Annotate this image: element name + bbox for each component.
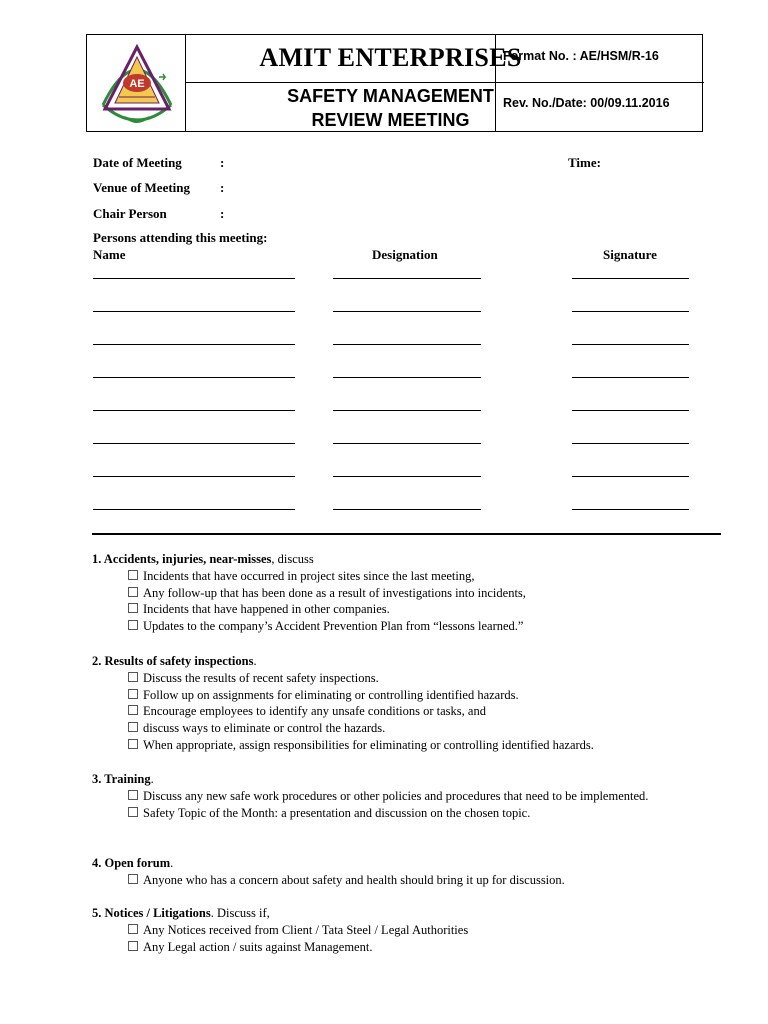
list-item: [128, 939, 732, 956]
signature-line[interactable]: [572, 377, 689, 378]
list-item-text: Any Legal action / suits against Management.: [143, 939, 373, 954]
document-title-line: SAFETY MANAGEMENT: [287, 86, 494, 106]
agenda-section: [92, 771, 732, 821]
time-label: Time:: [568, 155, 601, 170]
date-of-meeting-label: Date of Meeting: [93, 155, 182, 170]
checkbox-icon: [128, 689, 138, 699]
list-item: [128, 601, 732, 618]
signature-line[interactable]: [572, 410, 689, 411]
designation-line[interactable]: [333, 509, 481, 510]
list-item-text: Discuss any new safe work procedures or other policies and procedures that need to be implemented.: [143, 788, 649, 803]
checkbox-icon: [128, 620, 138, 630]
section-items: [128, 568, 732, 635]
column-header-name: Name: [93, 247, 126, 262]
checkbox-icon: [128, 722, 138, 732]
agenda-section: [92, 653, 732, 754]
document-header: [86, 34, 703, 132]
column-header-designation: Designation: [372, 247, 438, 262]
name-line[interactable]: [93, 476, 295, 477]
list-item-text: Follow up on assignments for eliminating or controlling identified hazards.: [143, 687, 519, 702]
checkbox-icon: [128, 874, 138, 884]
section-heading: [92, 653, 732, 670]
company-name: AMIT ENTERPRISES: [259, 43, 522, 72]
agenda-section: [92, 905, 732, 955]
persons-attending-label: Persons attending this meeting:: [93, 230, 268, 245]
section-title: 3. Training: [92, 772, 151, 786]
name-line[interactable]: [93, 344, 295, 345]
agenda-section: [92, 551, 732, 635]
list-item-text: Any follow-up that has been done as a result of investigations into incidents,: [143, 585, 526, 600]
checkbox-icon: [128, 941, 138, 951]
name-line[interactable]: [93, 377, 295, 378]
list-item-text: Encourage employees to identify any unsafe conditions or tasks, and: [143, 704, 486, 719]
section-items: [128, 872, 732, 889]
list-item-text: When appropriate, assign responsibilities for eliminating or controlling identified hazards.: [143, 737, 594, 752]
agenda-section: [92, 855, 732, 889]
checkbox-icon: [128, 924, 138, 934]
section-items: [128, 788, 732, 822]
section-title: 4. Open forum: [92, 856, 171, 870]
list-item-text: Safety Topic of the Month: a presentation and discussion on the chosen topic.: [143, 805, 531, 820]
format-number: Format No. : AE/HSM/R-16: [503, 49, 659, 63]
list-item-text: Any Notices received from Client / Tata Steel / Legal Authorities: [143, 922, 469, 937]
name-line[interactable]: [93, 509, 295, 510]
list-item: [128, 737, 688, 754]
document-title-line: REVIEW MEETING: [311, 110, 470, 130]
signature-line[interactable]: [572, 344, 689, 345]
list-item: [128, 788, 688, 805]
designation-line[interactable]: [333, 377, 481, 378]
list-item: [128, 703, 732, 720]
section-title: 2. Results of safety inspections: [92, 654, 254, 668]
section-title-suffix: .: [170, 856, 174, 870]
section-title-suffix: .: [253, 654, 257, 668]
revision-date: Rev. No./Date: 00/09.11.2016: [503, 96, 670, 110]
checkbox-icon: [128, 587, 138, 597]
name-line[interactable]: [93, 410, 295, 411]
list-item-text: Incidents that have happened in other companies.: [143, 602, 390, 617]
name-line[interactable]: [93, 443, 295, 444]
field-colon: :: [220, 155, 225, 170]
company-logo: [97, 39, 177, 127]
checkbox-icon: [128, 739, 138, 749]
section-items: [128, 670, 732, 754]
checkbox-icon: [128, 705, 138, 715]
name-line[interactable]: [93, 311, 295, 312]
field-colon: :: [220, 180, 225, 195]
list-item: [128, 568, 732, 585]
section-heading: [92, 905, 732, 922]
checkbox-icon: [128, 790, 138, 800]
checkbox-icon: [128, 807, 138, 817]
venue-of-meeting-label: Venue of Meeting: [93, 180, 191, 195]
designation-line[interactable]: [333, 443, 481, 444]
list-item: [128, 618, 732, 635]
section-separator: [92, 533, 721, 535]
list-item-text: Updates to the company’s Accident Prevention Plan from “lessons learned.”: [143, 619, 524, 634]
designation-line[interactable]: [333, 410, 481, 411]
designation-line[interactable]: [333, 476, 481, 477]
designation-line[interactable]: [333, 344, 481, 345]
section-title-suffix: , discuss: [271, 552, 314, 566]
list-item: [128, 805, 732, 822]
checkbox-icon: [128, 570, 138, 580]
signature-line[interactable]: [572, 476, 689, 477]
list-item-text: Discuss the results of recent safety inspections.: [143, 670, 379, 685]
section-items: [128, 922, 732, 956]
list-item-text: Anyone who has a concern about safety and health should bring it up for discussion.: [143, 872, 565, 887]
signature-line[interactable]: [572, 278, 689, 279]
signature-line[interactable]: [572, 443, 689, 444]
list-item: [128, 872, 732, 889]
list-item-text: Incidents that have occurred in project sites since the last meeting,: [143, 568, 475, 583]
section-heading: [92, 855, 732, 872]
list-item: [128, 720, 732, 737]
designation-line[interactable]: [333, 278, 481, 279]
section-title-suffix: .: [150, 772, 154, 786]
signature-line[interactable]: [572, 311, 689, 312]
section-title-suffix: . Discuss if,: [210, 906, 270, 920]
list-item: [128, 922, 732, 939]
checkbox-icon: [128, 603, 138, 613]
section-heading: [92, 771, 732, 788]
chair-person-label: Chair Person: [93, 206, 167, 221]
signature-line[interactable]: [572, 509, 689, 510]
name-line[interactable]: [93, 278, 295, 279]
section-heading: [92, 551, 732, 568]
checkbox-icon: [128, 672, 138, 682]
list-item: [128, 670, 732, 687]
list-item-text: discuss ways to eliminate or control the hazards.: [143, 721, 386, 736]
logo-text: AE: [129, 78, 145, 90]
column-header-signature: Signature: [603, 247, 657, 262]
list-item: [128, 585, 732, 602]
field-colon: :: [220, 206, 225, 221]
section-title: 5. Notices / Litigations: [92, 906, 211, 920]
section-title: 1. Accidents, injuries, near-misses: [92, 552, 272, 566]
designation-line[interactable]: [333, 311, 481, 312]
list-item: [128, 687, 732, 704]
